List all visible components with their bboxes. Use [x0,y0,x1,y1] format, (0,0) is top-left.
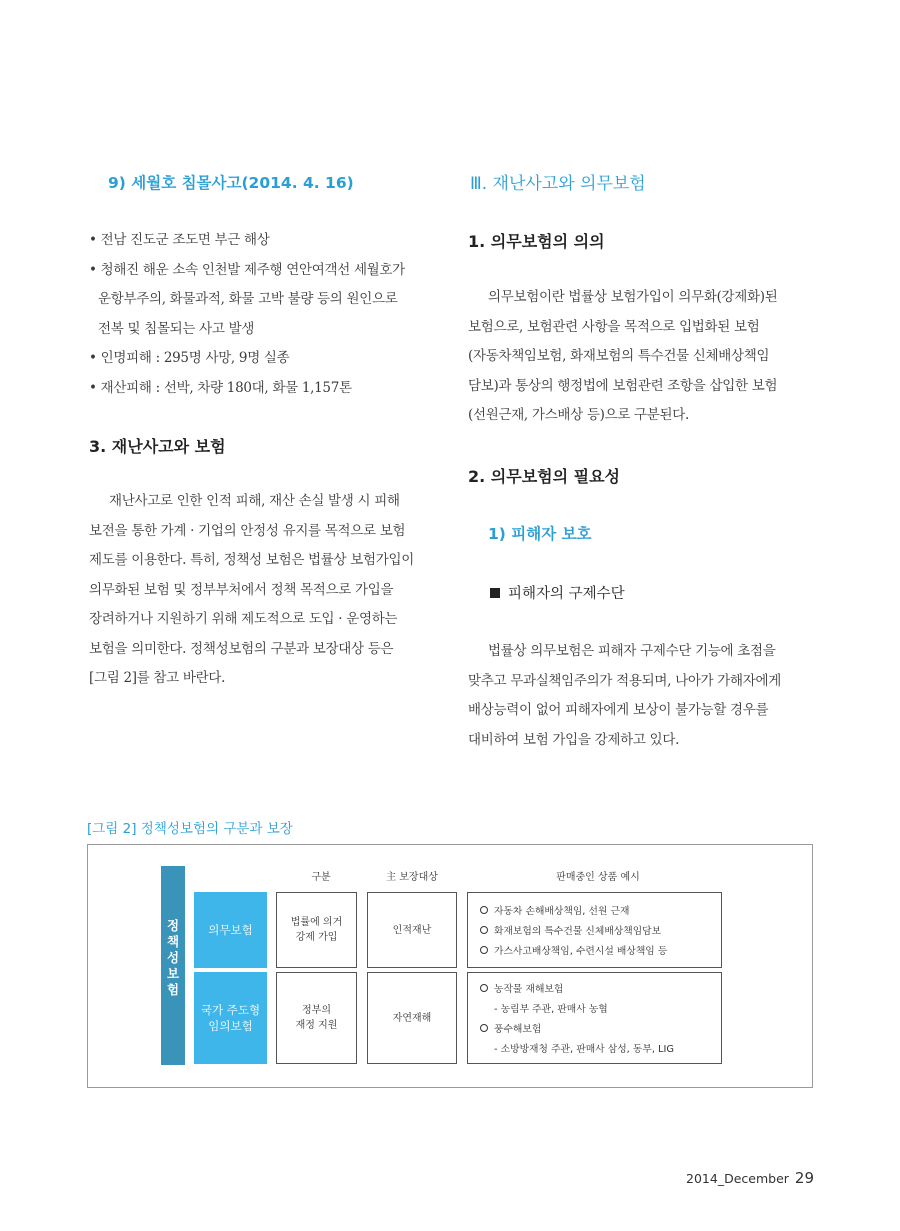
coverage-cell [367,892,457,968]
bullet-item-continued: 전복 및 침몰되는 사고 발생 [98,320,255,337]
paragraph-line: 담보)과 통상의 행정법에 보험관련 조항을 삽입한 보험 [468,377,778,394]
section-title-disaster-insurance: 3. 재난사고와 보험 [89,437,226,456]
subsubsection-label: 피해자의 구제수단 [508,586,625,602]
cell-line: 인적재난 [392,924,432,936]
product-item: 가스사고배상책임, 수련시설 배상책임 등 [480,942,667,962]
product-item: 화재보험의 특수건물 신체배상책임담보 [480,922,667,942]
disaster-insurance-paragraph [89,487,414,694]
division-cell [276,892,357,968]
cell-line: 정부의 [302,1005,331,1016]
cell-line: 재정 지원 [295,1020,338,1031]
bullet-item: • 재산피해 : 선박, 차량 180대, 화물 1,157톤 [89,379,352,396]
category-state-led-voluntary [194,972,267,1064]
necessity-paragraph [468,637,781,755]
product-sub-item: - 농림부 주관, 판매사 농협 [494,1004,608,1015]
column-header-division: 구분 [311,872,331,883]
category-mandatory-insurance [194,892,267,968]
product-item: 자동차 손해배상책임, 선원 근재 [480,902,667,922]
coverage-cell [367,972,457,1064]
circle-bullet-icon [480,906,488,914]
subsection-title-sewol: 9) 세월호 침몰사고(2014. 4. 16) [108,174,354,192]
cell-line: 법률에 의거 [290,917,343,928]
vertical-char: 험 [166,982,180,997]
bullet-item: • 전남 진도군 조도면 부근 해상 [89,232,270,248]
bullet-item: • 인명피해 : 295명 사망, 9명 실종 [89,350,290,366]
square-bullet-icon [490,588,500,598]
product-item: 농작물 재해보험 [480,980,674,1000]
paragraph-line: 맞추고 무과실책임주의가 적용되며, 나아가 가해자에게 [468,672,781,689]
vertical-char: 성 [166,950,180,965]
policy-insurance-vertical-label [161,866,185,1065]
category-label: 국가 주도형 [200,1003,261,1017]
paragraph-line: 장려하거나 지원하기 위해 제도적으로 도입 · 운영하는 [89,611,398,627]
cell-line: 자연재해 [392,1012,432,1024]
page-number: 29 [794,1169,814,1187]
paragraph-line: [그림 2]를 참고 바란다. [89,670,226,686]
paragraph-line: 보험을 의미한다. 정책성보험의 구분과 보장대상 등은 [89,640,394,657]
division-cell [276,972,357,1064]
category-label: 임의보험 [208,1019,253,1033]
column-header-coverage: 主 보장대상 [386,872,438,883]
paragraph-line: 대비하여 보험 가입을 강제하고 있다. [468,731,680,748]
paragraph-line: (선원근재, 가스배상 등)으로 구분된다. [468,407,690,423]
section-title-necessity: 2. 의무보험의 필요성 [468,467,620,486]
product-sub-item: - 소방방재청 주관, 판매사 삼성, 동부, LIG [494,1044,674,1055]
subsubsection-title [490,582,625,603]
meaning-paragraph [468,283,777,431]
category-label: 의무보험 [208,923,253,937]
cell-line: 강제 가입 [295,932,338,943]
paragraph-line: 배상능력이 없어 피해자에게 보상이 불가능할 경우를 [468,702,769,718]
chapter-title: Ⅲ. 재난사고와 의무보험 [470,174,646,194]
bullet-item: • 청해진 해운 소속 인천발 제주행 연안여객선 세월호가 [89,261,405,278]
paragraph-line: 보전을 통한 가계 · 기업의 안정성 유지를 목적으로 보험 [89,522,406,539]
vertical-char: 책 [166,934,180,949]
vertical-char: 정 [166,918,180,933]
paragraph-line: 의무보험이란 법률상 보험가입이 의무화(강제화)된 [488,289,778,305]
circle-bullet-icon [480,926,488,934]
subsection-title-victim-protection: 1) 피해자 보호 [488,525,592,543]
incident-bullet-list [89,226,405,403]
page-footer [686,1168,814,1187]
figure-caption: [그림 2] 정책성보험의 구분과 보장 [87,821,293,837]
bullet-item-continued: 운항부주의, 화물과적, 화물 고박 불량 등의 원인으로 [98,291,398,307]
paragraph-line: 제도를 이용한다. 특히, 정책성 보험은 법률상 보험가입이 [89,552,414,568]
products-list [480,980,674,1060]
paragraph-line: 의무화된 보험 및 정부부처에서 정책 목적으로 가입을 [89,581,394,598]
circle-bullet-icon [480,946,488,954]
products-list [480,902,667,962]
paragraph-line: 재난사고로 인한 인적 피해, 재산 손실 발생 시 피해 [109,493,400,509]
section-title-meaning: 1. 의무보험의 의의 [468,232,605,251]
product-item: 풍수해보험 [480,1020,674,1040]
vertical-char: 보 [166,966,180,981]
paragraph-line: 법률상 의무보험은 피해자 구제수단 기능에 초점을 [488,643,776,659]
column-header-products: 판매중인 상품 예시 [556,872,640,883]
circle-bullet-icon [480,1024,488,1032]
circle-bullet-icon [480,984,488,992]
paragraph-line: 보험으로, 보험관련 사항을 목적으로 입법화된 보험 [468,318,760,335]
issue-label: 2014_December [686,1171,789,1186]
paragraph-line: (자동차책임보험, 화재보험의 특수건물 신체배상책임 [468,348,770,364]
